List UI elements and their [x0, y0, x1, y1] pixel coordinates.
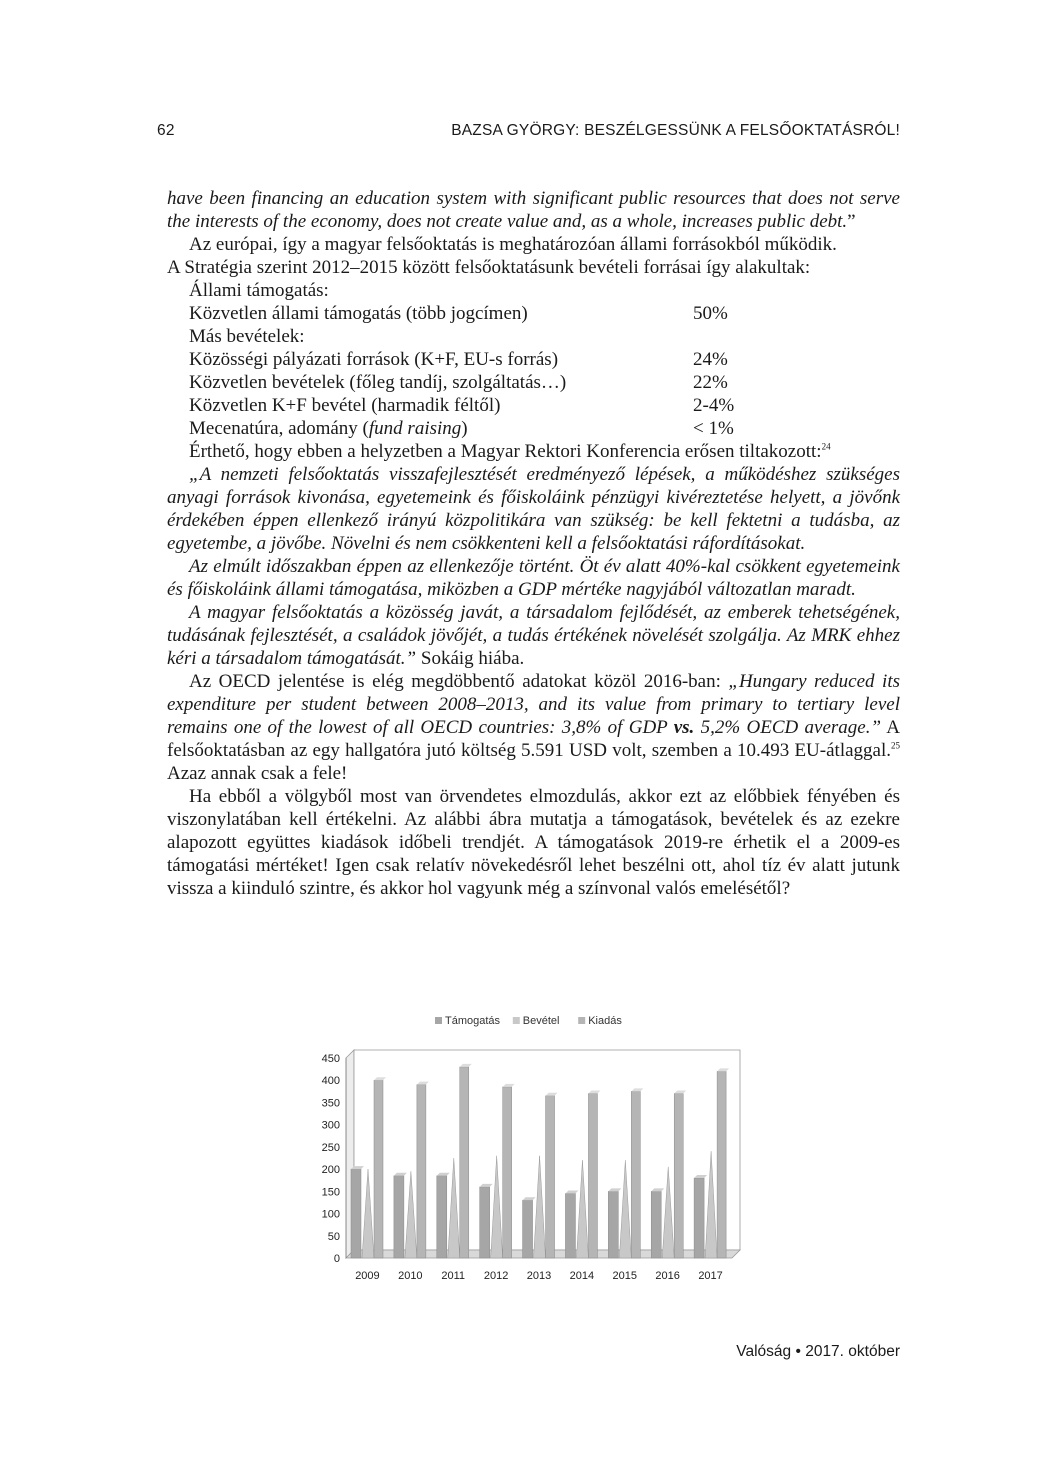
bar-kiadas — [631, 1091, 640, 1258]
article-body — [167, 187, 900, 900]
bar-tamogatas — [523, 1200, 533, 1258]
bar-kiadas — [588, 1094, 597, 1258]
x-tick-label: 2016 — [655, 1270, 680, 1282]
list-item — [189, 417, 900, 440]
quote-paragraph-3-tail: Sokáig hiába. — [416, 648, 525, 669]
y-tick-label: 150 — [321, 1186, 340, 1199]
p4-quote-b: 5,2% OECD average.” — [694, 717, 882, 738]
revenue-list — [167, 279, 900, 440]
bar-kiadas — [374, 1080, 383, 1258]
bar-tamogatas — [351, 1169, 361, 1258]
legend-label: Kiadás — [588, 1015, 622, 1027]
bar-tamogatas — [565, 1194, 575, 1258]
quote-paragraph-2: Az elmúlt időszakban éppen az ellenkezője történt. Öt év alatt 40%-kal csökkent egyetemeink és főiskoláink állami támogatása, miközben a GDP mértéke nagyjából változatlan maradt. — [167, 556, 900, 600]
x-tick-label: 2015 — [612, 1270, 638, 1282]
legend-swatch — [435, 1017, 442, 1024]
legend-label: Bevétel — [522, 1015, 560, 1027]
list-item-value: < 1% — [693, 418, 734, 439]
mecenatura-close: ) — [461, 418, 468, 439]
list-item-label: Közvetlen bevételek (főleg tandíj, szolgáltatás…) — [189, 372, 567, 393]
p4-vs: vs. — [673, 717, 695, 738]
legend-swatch — [578, 1017, 585, 1024]
list-item-label: Közösségi pályázati források (K+F, EU-s forrás) — [189, 349, 559, 370]
y-tick-label: 50 — [327, 1230, 340, 1243]
list-item-label: Közvetlen állami támogatás (több jogcímen) — [189, 303, 528, 324]
quote-paragraph-1: „A nemzeti felsőoktatás visszafejlesztését eredményező lépések, a működéshez szükséges anyagi források kivonása, egyetemeink és főiskoláink pénzügyi kivéreztetése helyett, a jövőnk érdekében éppen ellenkező irányú közpolitikára van szükség: be kell fektetni a tudásba, az egyetembe, a jövőbe. Növelni és nem csökkenteni kell a felsőoktatási ráfordításokat. — [167, 464, 900, 554]
y-tick-label: 300 — [321, 1119, 340, 1132]
bar-kiadas — [503, 1087, 512, 1258]
y-tick-label: 400 — [321, 1075, 340, 1088]
bar-tamogatas — [651, 1191, 661, 1258]
p4-quote-a: „Hungary reduced its expenditure per student between 2008–2013, and its value from primary to tertiary level remains one of the lowest of all OECD countries: 3,8% of GDP — [167, 671, 900, 738]
x-tick-label: 2010 — [398, 1270, 423, 1282]
list-item-value: 24% — [693, 349, 728, 370]
list-item — [189, 394, 900, 417]
mecenatura-text: Mecenatúra, adomány ( — [189, 418, 369, 439]
bar-kiadas — [717, 1071, 726, 1258]
x-tick-label: 2013 — [526, 1270, 552, 1282]
p4-end: Azaz annak csak a fele! — [167, 763, 348, 784]
list-heading-state: Állami támogatás: — [189, 280, 329, 301]
bar-tamogatas — [480, 1187, 490, 1258]
list-item-value: 22% — [693, 372, 728, 393]
bar-tamogatas — [608, 1191, 618, 1258]
paragraph-3-text: Érthető, hogy ebben a helyzetben a Magyar Rektori Konferencia erősen tiltakozott: — [189, 441, 822, 462]
list-item-label: Közvetlen K+F bevétel (harmadik féltől) — [189, 395, 501, 416]
funding-chart — [300, 1006, 760, 1296]
list-item — [189, 371, 900, 394]
footnote-ref-24: 24 — [821, 441, 831, 452]
bar-tamogatas — [694, 1178, 704, 1258]
p4-rest: A felsőoktatásban az egy hallgatóra jutó költség 5.591 USD volt, szemben a 10.493 EU-átlaggal. — [167, 717, 900, 761]
x-tick-label: 2009 — [355, 1270, 380, 1282]
quote-paragraph-3 — [167, 601, 900, 670]
y-tick-label: 450 — [321, 1053, 340, 1065]
paragraph-1: Az európai, így a magyar felsőoktatás is meghatározóan állami forrásokból működik. — [189, 234, 837, 255]
list-item-value: 50% — [693, 303, 728, 324]
legend-label: Támogatás — [445, 1015, 501, 1027]
paragraph-5: Ha ebből a völgyből most van örvendetes elmozdulás, akkor ezt az előbbiek fényében és viszonylatában kell értékelni. Az alábbi ábra mutatja a támogatások, bevételek és az ezekre alapozott együttes kiadások időbeli trendjét. A támogatások 2019-re érhetik el a 2009-es támogatási mértéket! Igen csak relatív növekedésről lehet beszélni ott, ahol tíz év alatt jutunk vissza a kiinduló szintre, és akkor hol vagyunk még a színvonal valós emelésétől? — [167, 786, 900, 899]
x-tick-label: 2012 — [483, 1270, 509, 1282]
fund-raising-text: fund raising — [368, 418, 462, 439]
bar-kiadas — [546, 1096, 555, 1258]
y-tick-label: 100 — [321, 1208, 340, 1221]
paragraph-2: A Stratégia szerint 2012–2015 között felsőoktatásunk bevételi forrásai így alakultak: — [167, 257, 811, 278]
paragraph-4 — [167, 670, 900, 785]
quote-ending-text: have been financing an education system with significant public resources that does not serve the interests of the economy, does not create value and, as a whole, increases public debt. — [167, 188, 900, 232]
bar-tamogatas — [394, 1176, 404, 1258]
page-number: 62 — [157, 122, 175, 139]
x-tick-label: 2017 — [698, 1270, 723, 1282]
list-heading-other: Más bevételek: — [189, 326, 305, 347]
list-item-value: 2-4% — [693, 395, 735, 416]
bar-kiadas — [674, 1094, 683, 1258]
y-tick-label: 250 — [321, 1141, 340, 1154]
paragraph-3 — [167, 440, 900, 463]
list-item — [189, 348, 900, 371]
bar-kiadas — [460, 1067, 469, 1258]
y-tick-label: 0 — [333, 1253, 340, 1265]
x-tick-label: 2014 — [569, 1270, 595, 1282]
bar-tamogatas — [437, 1176, 447, 1258]
list-item-label — [189, 417, 693, 440]
running-title: BAZSA GYÖRGY: BESZÉLGESSÜNK A FELSŐOKTATÁSRÓL! — [451, 122, 900, 139]
bar-kiadas — [417, 1085, 426, 1258]
legend-swatch — [513, 1017, 520, 1024]
footnote-ref-25: 25 — [891, 740, 900, 751]
list-item — [189, 302, 900, 325]
y-tick-label: 350 — [321, 1097, 340, 1110]
quote-ending — [167, 187, 900, 233]
y-tick-label: 200 — [321, 1164, 340, 1177]
quote-close-mark: ” — [847, 211, 856, 232]
page-footer: Valóság • 2017. október — [736, 1343, 900, 1360]
p4-start: Az OECD jelentése is elég megdöbbentő adatokat közöl 2016-ban: — [189, 671, 729, 692]
quote-paragraph-3-text: A magyar felsőoktatás a közösség javát, a társadalom fejlődését, az emberek tehetségének, tudásának fejlesztését, a családok jövőjét, a tudás értékének növelését szolgálja. Az MRK ehhez kéri a társadalom támogatását.” — [167, 602, 900, 669]
x-tick-label: 2011 — [441, 1270, 466, 1282]
